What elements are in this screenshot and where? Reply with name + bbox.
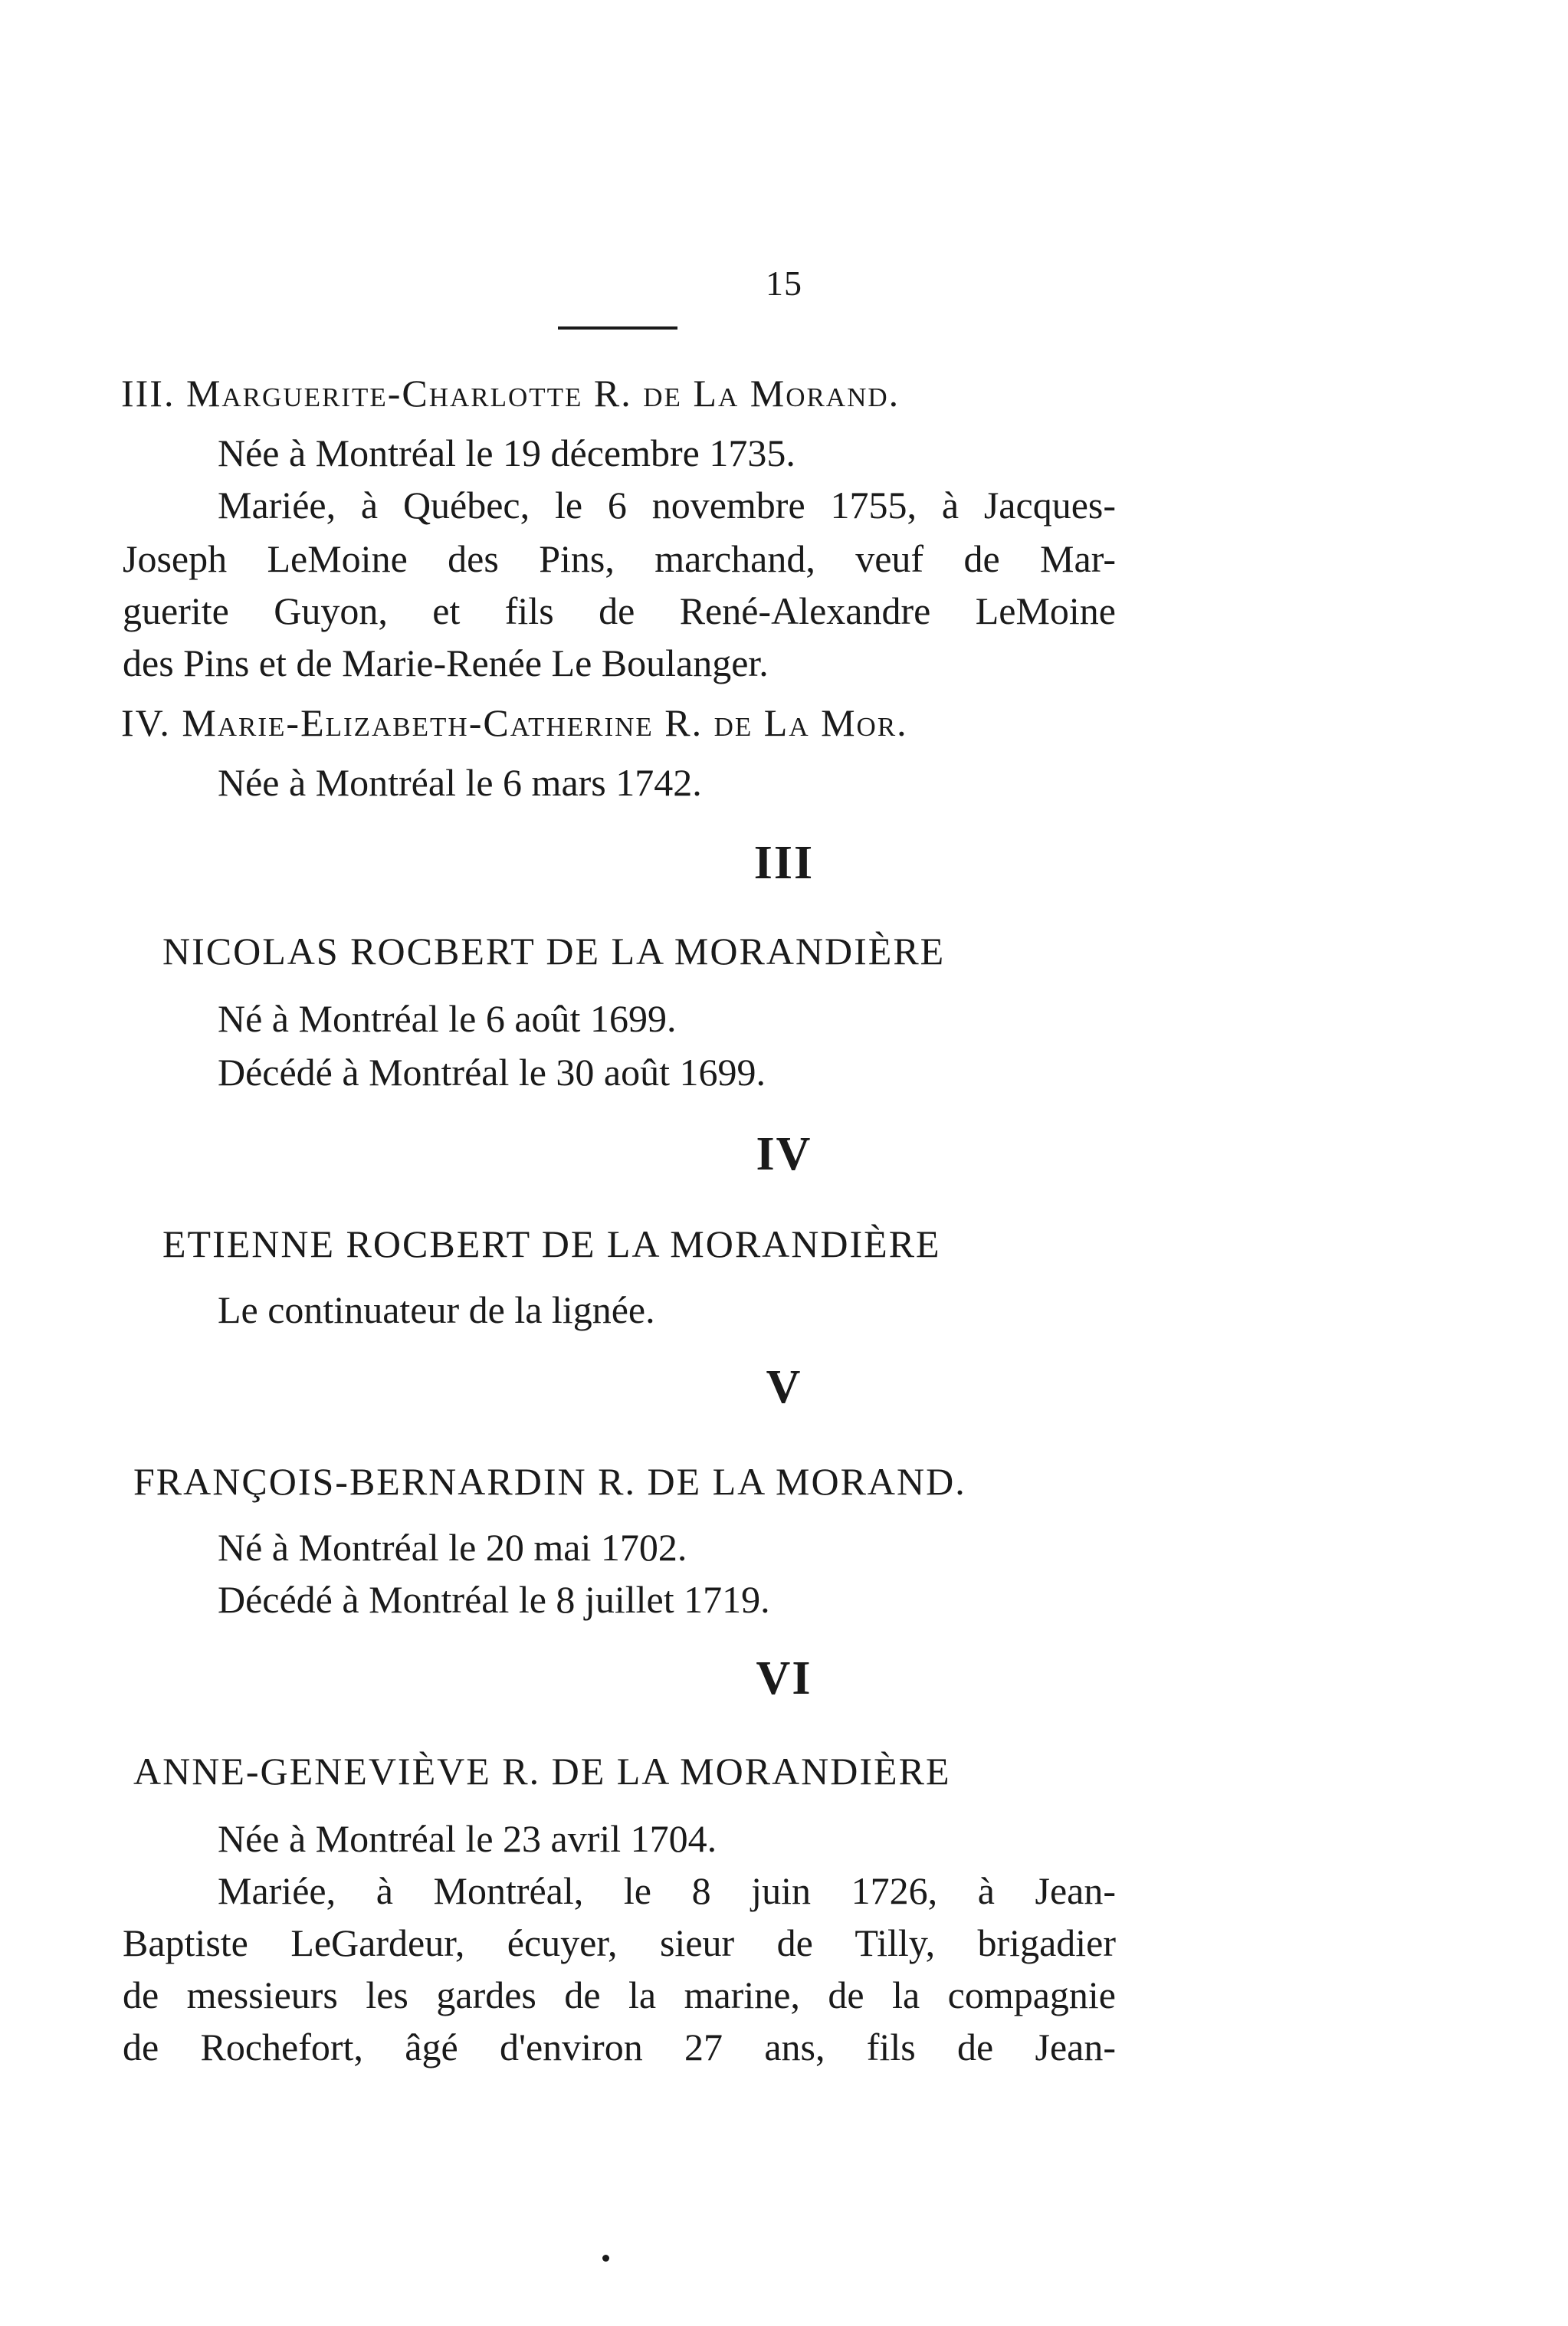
entry-birth-marie-elizabeth: Née à Montréal le 6 mars 1742. <box>218 761 702 804</box>
section-line: Né à Montréal le 6 août 1699. <box>218 997 677 1040</box>
section-numeral: VI <box>756 1652 812 1704</box>
section-numeral: V <box>766 1361 802 1413</box>
entry-heading-marguerite: III. Marguerite-Charlotte R. de La Morand. <box>121 372 900 415</box>
section-line: Décédé à Montréal le 8 juillet 1719. <box>218 1578 770 1621</box>
section-numeral: III <box>753 837 815 889</box>
section-paragraph-line: Baptiste LeGardeur, écuyer, sieur de Tilly, brigadier <box>123 1921 1116 1964</box>
section-line: Née à Montréal le 23 avril 1704. <box>218 1817 717 1860</box>
page-number: 15 <box>766 264 802 303</box>
entry-birth-marguerite: Née à Montréal le 19 décembre 1735. <box>218 431 795 474</box>
entry-marriage-line: Mariée, à Québec, le 6 novembre 1755, à Jacques- <box>218 484 1116 527</box>
header-rule <box>558 326 677 330</box>
section-name: NICOLAS ROCBERT DE LA MORANDIÈRE <box>162 930 946 973</box>
section-paragraph-line: de messieurs les gardes de la marine, de la compagnie <box>123 1973 1116 2016</box>
entry-heading-marie-elizabeth: IV. Marie-Elizabeth-Catherine R. de La Mor. <box>121 701 908 744</box>
section-name: ETIENNE ROCBERT DE LA MORANDIÈRE <box>162 1222 941 1265</box>
entry-marriage-line: Joseph LeMoine des Pins, marchand, veuf de Mar- <box>123 537 1116 580</box>
print-speck <box>602 2255 609 2262</box>
section-paragraph-line: Mariée, à Montréal, le 8 juin 1726, à Jean- <box>218 1869 1116 1912</box>
section-line: Né à Montréal le 20 mai 1702. <box>218 1526 687 1569</box>
section-name: FRANÇOIS-BERNARDIN R. DE LA MORAND. <box>133 1460 966 1503</box>
section-name: ANNE-GENEVIÈVE R. DE LA MORANDIÈRE <box>133 1750 951 1793</box>
section-line: Le continuateur de la lignée. <box>218 1288 655 1331</box>
section-numeral: IV <box>756 1128 812 1180</box>
entry-marriage-line: des Pins et de Marie-Renée Le Boulanger. <box>123 641 769 684</box>
section-paragraph-line: de Rochefort, âgé d'environ 27 ans, fils de Jean- <box>123 2026 1116 2068</box>
entry-marriage-line: guerite Guyon, et fils de René-Alexandre LeMoine <box>123 589 1116 632</box>
section-line: Décédé à Montréal le 30 août 1699. <box>218 1051 766 1094</box>
